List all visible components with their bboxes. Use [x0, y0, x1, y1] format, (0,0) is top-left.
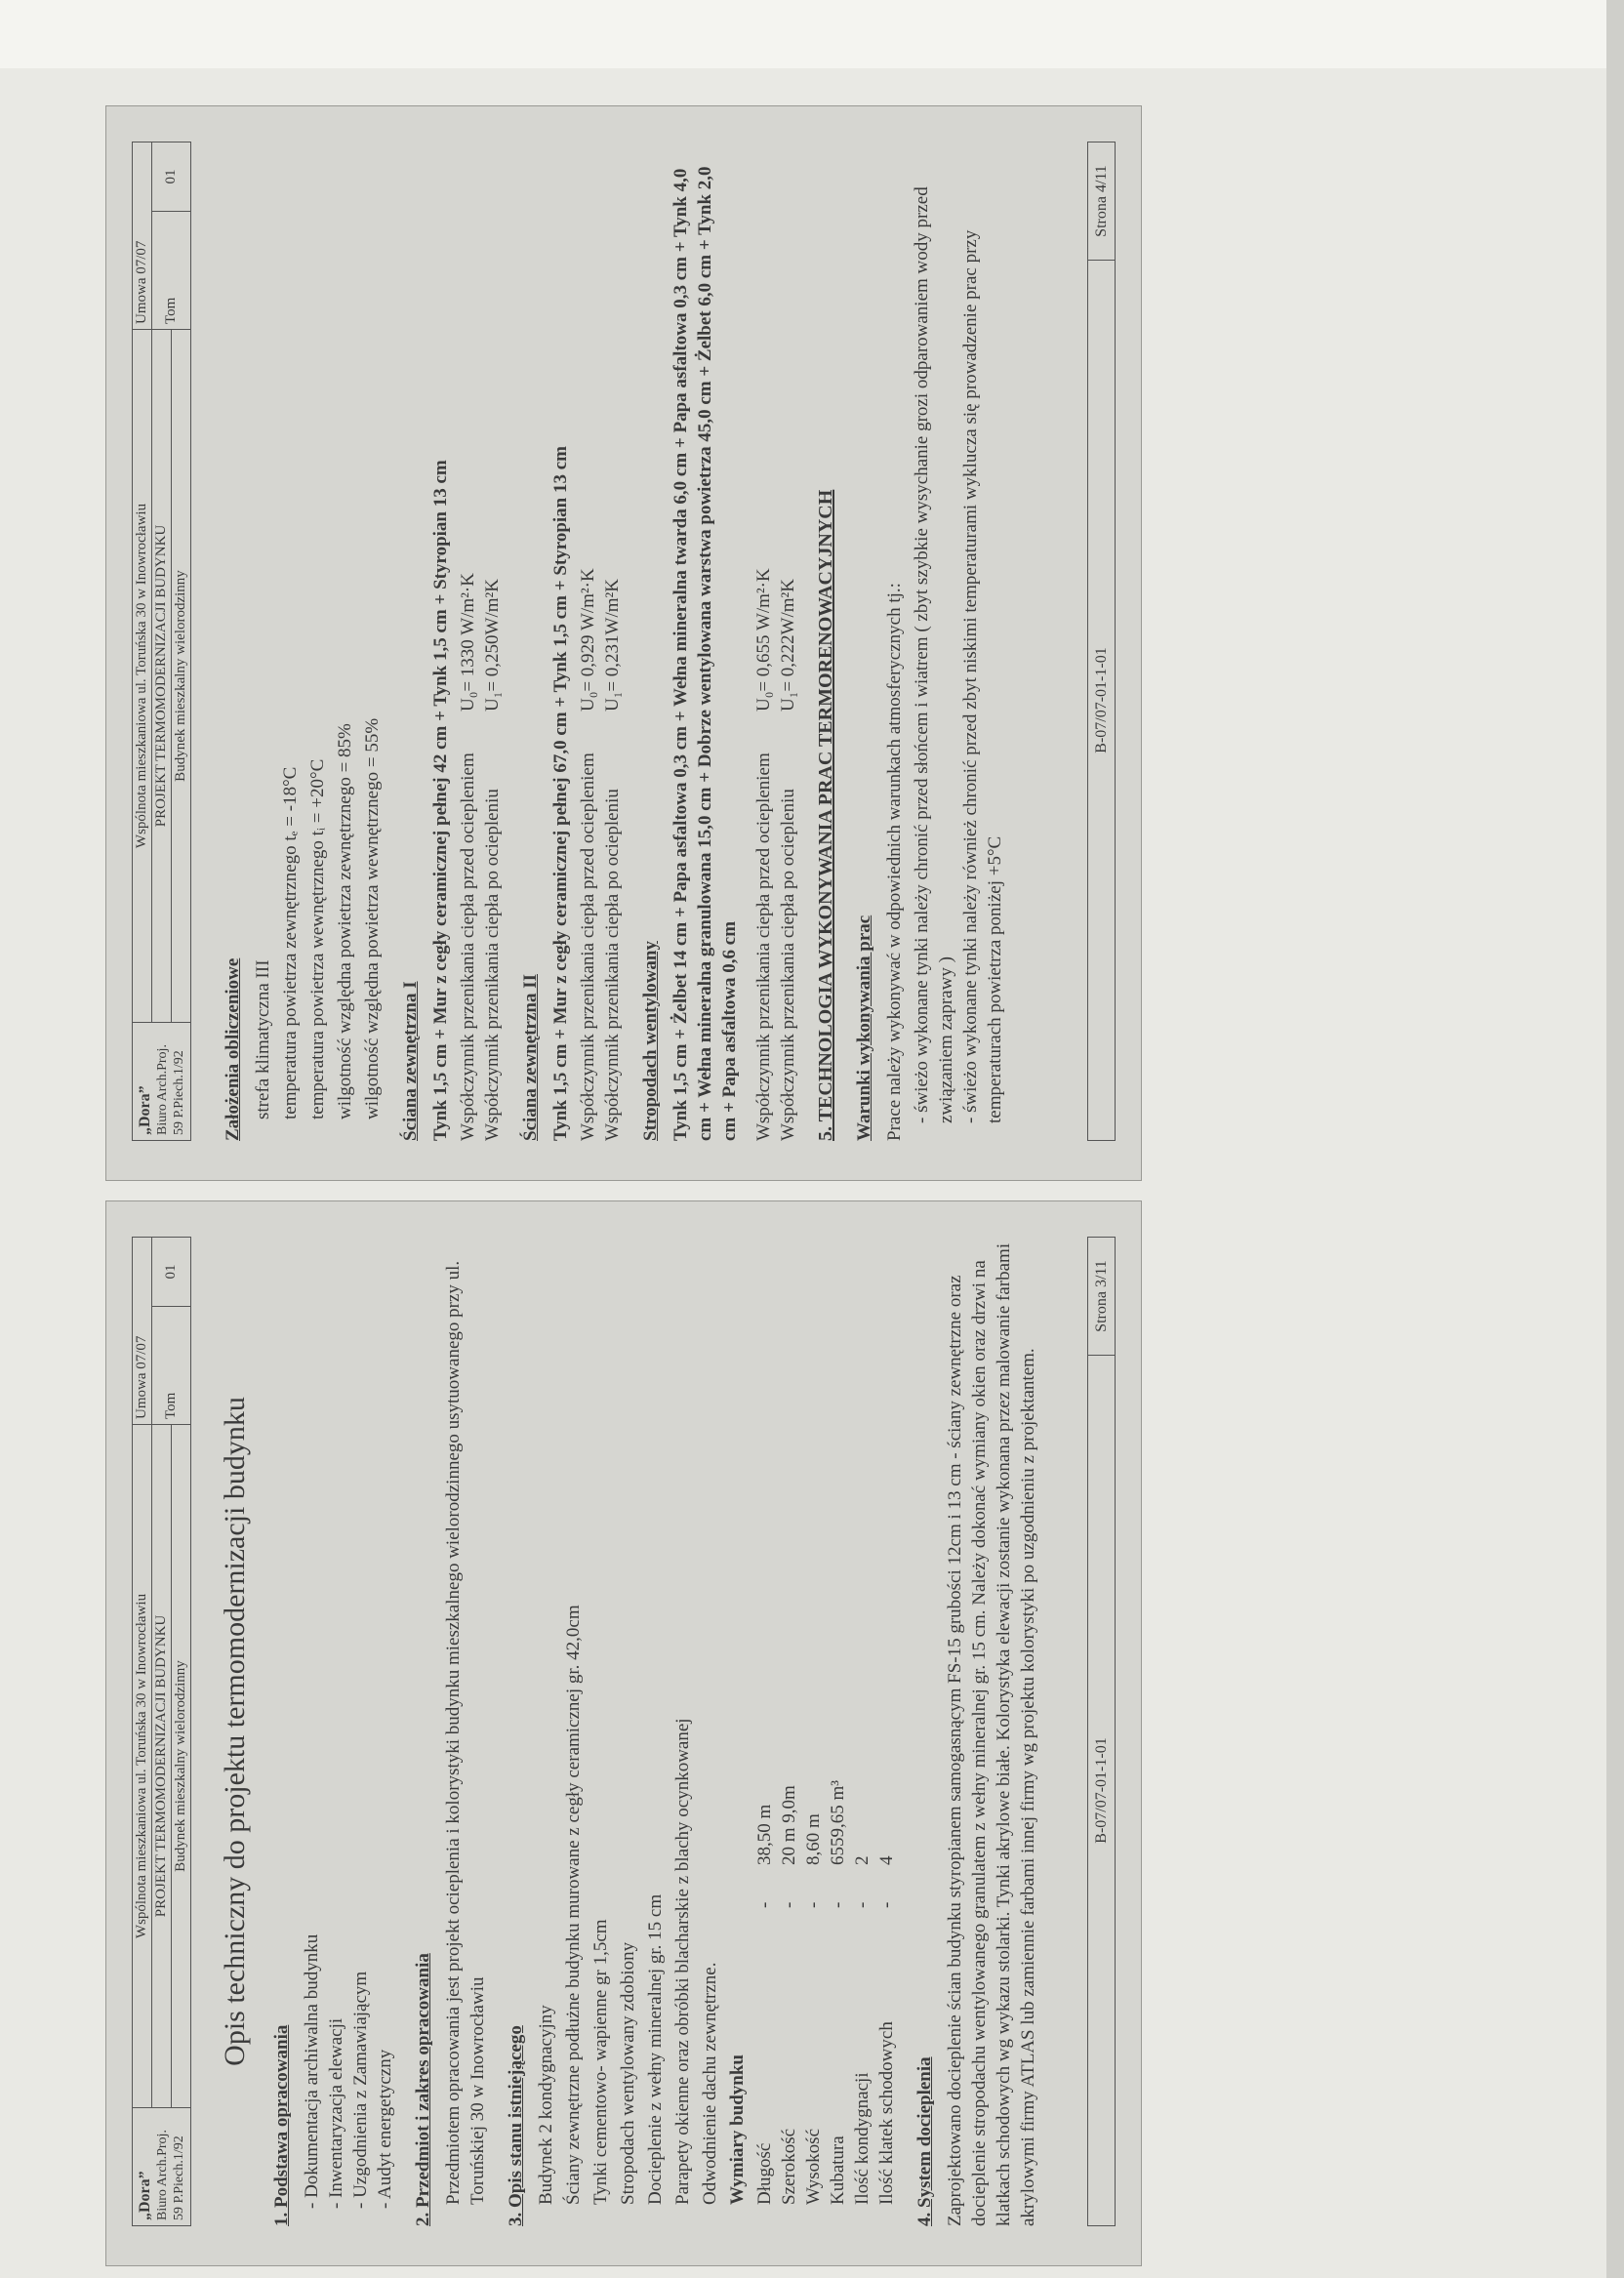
firm-block: [133, 1023, 191, 1141]
header-line-3: Budynek mieszkalny wielorodzinny: [172, 1425, 191, 2108]
header-line-2: PROJEKT TERMOMODERNIZACJI BUDYNKU: [152, 330, 172, 1023]
conditions-list: [910, 142, 1007, 1141]
coef-label: Współczynnik przenikania ciepła przed ociepleniem: [753, 753, 774, 1141]
dimension-value: 4: [876, 1855, 897, 1865]
firm-office: Biuro Arch.Proj.: [154, 1044, 170, 1135]
assumptions-list: [251, 142, 385, 1141]
list-item: - świeżo wykonane tynki należy chronić przed słońcem i wiatrem ( zbyt szybkie wysychanie grozi odparowaniem wody przed związaniem zaprawy ): [910, 142, 958, 1123]
wall2-coefficients: [576, 458, 625, 1141]
document-code: B-07/07-01-1-01: [1088, 1355, 1115, 2225]
header-line-1: Wspólnota mieszkaniowa ul. Toruńska 30 w Inowrocławiu: [133, 1425, 152, 2108]
tom-label: Tom: [152, 212, 191, 330]
dimension-key: Ilość kondygnacji: [852, 2072, 873, 2205]
coef-label: Współczynnik przenikania ciepła przed ociepleniem: [578, 753, 598, 1141]
assumption-item: wilgotność względna powietrza zewnętrznego = 85%: [335, 723, 355, 1119]
page-number: Strona 4/11: [1093, 165, 1110, 237]
firm-office: Biuro Arch.Proj.: [154, 2130, 170, 2220]
list-item: - Inwentaryzacja elewacji: [324, 1237, 348, 2209]
coef-value: U₁= 0,222W/m²K: [778, 579, 798, 712]
assumptions-heading: Założenia obliczeniowe: [223, 957, 243, 1141]
section-3-list: [534, 1237, 899, 2226]
dimensions-heading: Wymiary budynku: [727, 2054, 748, 2205]
wall1-heading: Ściana zewnętrzna I: [400, 981, 421, 1141]
contract-number: Umowa 07/07: [133, 142, 152, 330]
list-item: Docieplenie z wełny mineralnej gr. 15 cm: [645, 1893, 666, 2205]
list-item: - Audyt energetyczny: [373, 1237, 397, 2209]
list-item: - świeżo wykonane tynki należy również chronić przed zbyt niskimi temperaturami wyklucza się prowadzenie prac przy temperaturach powietrza poniżej +5°C: [958, 142, 1007, 1123]
list-item: Odwodnienie dachu zewnętrzne.: [700, 1962, 720, 2205]
list-item: Parapety okienne oraz obróbki blacharskie z blachy ocynkowanej: [672, 1718, 693, 2205]
list-item: Tynki cementowo- wapienne gr 1,5cm: [590, 1919, 611, 2205]
dimension-key: Długość: [754, 2142, 775, 2205]
coef-label: Współczynnik przenikania ciepła po ociepleniu: [482, 789, 503, 1141]
list-item: Ściany zewnętrzne podłużne budynku murowane z cegły ceramicznej gr. 42,0cm: [563, 1605, 584, 2205]
document-code: B-07/07-01-1-01: [1088, 260, 1115, 1140]
dimension-key: Ilość klatek schodowych: [876, 2021, 897, 2205]
page-number: Strona 3/11: [1093, 1260, 1110, 1332]
firm-name: „Dora”: [136, 1085, 153, 1135]
list-item: Stropodach wentylowany zdobiony: [618, 1941, 638, 2205]
header-line-2: PROJEKT TERMOMODERNIZACJI BUDYNKU: [152, 1425, 172, 2108]
list-item: - Uzgodnienia z Zamawiającym: [348, 1237, 373, 2209]
section-3-heading: 3. Opis stanu istniejącego: [506, 2025, 526, 2226]
dimension-value: 6559,65 m³: [828, 1780, 848, 1865]
coef-value: U₁= 0,231W/m²K: [602, 579, 623, 712]
document-page-4: [105, 105, 1142, 1181]
page-content: [106, 1201, 1141, 2265]
section-2-text: Przedmiotem opracowania jest projekt ocieplenia i kolorystyki budynku mieszkalnego wielorodzinnego usytuowanego przy ul. Toruńskiej 30 w Inowrocławiu: [443, 1260, 488, 2205]
assumption-item: wilgotność względna powietrza wewnętrznego = 55%: [362, 717, 383, 1119]
firm-block: [133, 2108, 191, 2226]
roof-coefficients: [751, 458, 800, 1141]
wall1-coefficients: [456, 458, 505, 1141]
contract-number: Umowa 07/07: [133, 1238, 152, 1425]
tom-label: Tom: [152, 1307, 191, 1425]
section-1-list: [300, 1237, 397, 2226]
roof-layers: Tynk 1,5 cm + Żelbet 14 cm + Papa asfaltowa 0,3 cm + Wełna mineralna twarda 6,0 cm + Papa asfaltowa 0,3 cm + Tynk 4,0 cm + Wełna mineralna granulowana 15,0 cm + Dobrze wentylowana warstwa powietrza 45,0 cm + Żelbet 6,0 cm + Tynk 2,0 cm + Papa asfaltowa 0,6 cm: [670, 166, 740, 1141]
dimensions-table: Długość - 38,50 m Szerokość - 20 m 9,0m Wysokość - 8,60 m Kubatura - 6559,65 m³ Ilość kondygnacji - 2 Ilość klatek schodowych - 4: [752, 1658, 899, 2205]
scan-margin: [0, 0, 1624, 68]
coef-value: U₀= 1330 W/m²·K: [458, 573, 478, 712]
coef-label: Współczynnik przenikania ciepła po ociepleniu: [778, 789, 798, 1141]
scan-edge-shadow: [1606, 0, 1624, 2278]
list-item: Budynek 2 kondygnacyjny: [536, 2005, 556, 2205]
dimension-key: Szerokość: [779, 2128, 799, 2205]
tom-value: 01: [152, 142, 191, 212]
coef-value: U₀= 0,655 W/m²·K: [753, 568, 774, 712]
coef-label: Współczynnik przenikania ciepła po ociepleniu: [602, 789, 623, 1141]
assumption-item: temperatura powietrza zewnętrznego tₑ = -18°C: [280, 766, 301, 1119]
assumption-item: temperatura powietrza wewnętrznego tᵢ = +20°C: [307, 758, 328, 1119]
dimension-value: 2: [852, 1855, 873, 1865]
tom-value: 01: [152, 1238, 191, 1307]
firm-address: 59 P.Piech.1/92: [171, 1050, 186, 1135]
conditions-intro: Prace należy wykonywać w odpowiednich warunkach atmosferycznych tj.:: [884, 583, 905, 1141]
section-4-text: Zaprojektowano docieplenie ścian budynku styropianem samogasnącym FS-15 grubości 12cm i 13 cm - ściany zewnętrzne oraz docieplenie stropodachu wentylowanego granulatem z wełny mineralnej gr. 15 cm. Należy dokonać wymiany okien oraz drzwi na klatkach schodowych wg wykazu stolarki. Tynki akrylowe białe. Kolorystyka elewacji zostanie wykonana przez malowanie farbami akrylowymi firmy ATLAS lub zamiennie farbami innej firmy wg projektu kolorystyki po uzgodnieniu z projektantem.: [945, 1242, 1038, 2226]
page-header: [132, 142, 191, 1141]
coef-label: Współczynnik przenikania ciepła przed ociepleniem: [458, 753, 478, 1141]
page-footer: [1087, 142, 1116, 1141]
firm-address: 59 P.Piech.1/92: [171, 2136, 186, 2220]
page-content: [106, 106, 1141, 1180]
list-item: - Dokumentacja archiwalna budynku: [300, 1237, 324, 2209]
section-4-heading: 4. System docieplenia: [914, 2056, 935, 2226]
section-2-heading: 2. Przedmiot i zakres opracowania: [413, 1953, 433, 2226]
roof-heading: Stropodach wentylowany: [640, 941, 661, 1141]
wall2-heading: Ściana zewnętrzna II: [520, 974, 541, 1141]
dimension-value: 20 m 9,0m: [779, 1785, 799, 1865]
header-line-1: Wspólnota mieszkaniowa ul. Toruńska 30 w Inowrocławiu: [133, 330, 152, 1023]
dimension-key: Wysokość: [803, 2128, 824, 2205]
page-footer: [1087, 1237, 1116, 2226]
document-title: Opis techniczny do projektu termomodernizacji budynku: [219, 1397, 251, 2066]
dimension-key: Kubatura: [828, 2136, 848, 2205]
dimension-value: 38,50 m: [754, 1804, 775, 1865]
firm-name: „Dora”: [136, 2171, 153, 2220]
page-header: [132, 1237, 191, 2226]
conditions-heading: Warunki wykonywania prac: [854, 915, 874, 1141]
header-line-3: Budynek mieszkalny wielorodzinny: [172, 330, 191, 1023]
document-page-3: [105, 1200, 1142, 2266]
section-1-heading: 1. Podstawa opracowania: [271, 2024, 292, 2226]
coef-value: U₀= 0,929 W/m²·K: [578, 568, 598, 712]
assumption-item: strefa klimatyczna III: [253, 959, 273, 1119]
dimension-value: 8,60 m: [803, 1813, 824, 1865]
wall1-layers: Tynk 1,5 cm + Mur z cegły ceramicznej pełnej 42 cm + Tynk 1,5 cm + Styropian 13 cm: [430, 460, 451, 1141]
wall2-layers: Tynk 1,5 cm + Mur z cegły ceramicznej pełnej 67,0 cm + Tynk 1,5 cm + Styropian 13 cm: [550, 446, 571, 1141]
section-5-heading: 5. TECHNOLOGIA WYKONYWANIA PRAC TERMORENOWACYJNYCH: [815, 489, 836, 1141]
coef-value: U₁= 0,250W/m²K: [482, 579, 503, 712]
